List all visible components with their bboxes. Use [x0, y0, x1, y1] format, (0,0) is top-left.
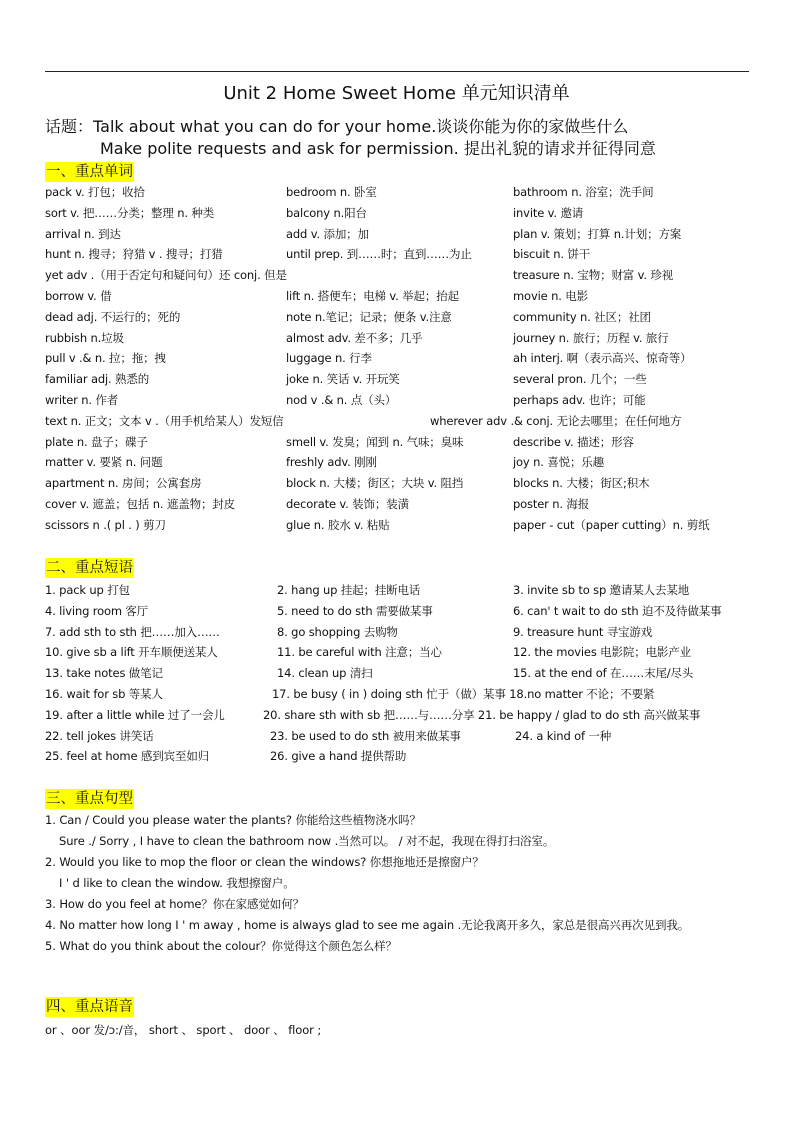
vocab-row — [0, 452, 793, 473]
top-rule — [45, 71, 749, 72]
section-heading-words: 一、重点单词 — [46, 164, 133, 180]
phrase-row — [0, 601, 793, 622]
sentence-line: I ' d like to clean the window. 我想擦窗户。 — [59, 876, 295, 890]
phrase-row — [0, 663, 793, 684]
phrase-entry: 9. treasure hunt 寻宝游戏 — [513, 624, 653, 639]
vocab-entry: wherever adv .& conj. 无论去哪里；在任何地方 — [430, 413, 682, 428]
vocab-entry: poster n. 海报 — [513, 497, 590, 511]
vocab-entry: invite v. 邀请 — [513, 205, 584, 220]
phrase-entry: 24. a kind of 一种 — [515, 728, 612, 743]
vocab-row — [0, 494, 793, 515]
phrase-entry: 2. hang up 挂起；挂断电话 — [277, 583, 421, 597]
phrase-row — [0, 622, 793, 643]
vocab-entry: bathroom n. 浴室；洗手间 — [513, 185, 654, 199]
phrase-row — [0, 705, 793, 726]
vocab-row — [0, 515, 793, 536]
vocab-entry: yet adv .（用于否定句和疑问句）还 conj. 但是 — [45, 268, 287, 283]
vocab-row — [0, 244, 793, 265]
phrase-entry: 4. living room 客厅 — [45, 603, 149, 618]
vocab-entry: joke n. 笑话 v. 开玩笑 — [286, 372, 400, 387]
sentence-line: 5. What do you think about the colour？你觉得这个颜色怎么样？ — [45, 939, 397, 953]
sentence-line: 4. No matter how long I ' m away , home is always glad to see me again .无论我离开多久，家总是很高兴再次见到我。 — [45, 918, 690, 932]
phrase-entry: 26. give a hand 提供帮助 — [270, 749, 407, 764]
phrase-entry: 14. clean up 清扫 — [277, 666, 373, 681]
phrase-entry: 3. invite sb to sp 邀请某人去某地 — [513, 583, 690, 597]
vocab-entry: add v. 添加；加 — [286, 226, 369, 241]
section-heading-phrases: 二、重点短语 — [46, 560, 133, 576]
vocab-entry: sort v. 把……分类；整理 n. 种类 — [45, 205, 215, 220]
phrase-entry: 23. be used to do sth 被用来做某事 — [270, 728, 461, 743]
vocab-entry: ah interj. 啊（表示高兴、惊奇等） — [513, 351, 692, 366]
vocab-entry: perhaps adv. 也许；可能 — [513, 393, 646, 407]
phrase-entry: 19. after a little while 过了一会儿 — [45, 707, 225, 722]
vocab-row — [0, 369, 793, 390]
vocab-row — [0, 203, 793, 224]
vocab-entry: several pron. 几个；一些 — [513, 372, 647, 387]
phrase-entry: 1. pack up 打包 — [45, 583, 130, 597]
vocab-entry: treasure n. 宝物；财富 v. 珍视 — [513, 268, 674, 283]
topic-line-1 — [45, 116, 628, 138]
vocab-row — [0, 286, 793, 307]
vocab-entry: glue n. 胶水 v. 粘贴 — [286, 517, 390, 532]
vocab-entry: plate n. 盘子；碟子 — [45, 434, 148, 449]
phrase-row — [0, 684, 793, 705]
phrase-entry: 16. wait for sb 等某人 — [45, 687, 163, 701]
vocab-entry: describe v. 描述；形容 — [513, 434, 634, 449]
phrase-row — [0, 726, 793, 747]
vocab-entry: bedroom n. 卧室 — [286, 185, 377, 199]
section-heading-sentences: 三、重点句型 — [46, 791, 133, 807]
vocab-row — [0, 390, 793, 411]
vocab-entry: writer n. 作者 — [45, 393, 119, 407]
vocab-entry: matter v. 要紧 n. 问题 — [45, 455, 163, 470]
vocab-entry: balcony n.阳台 — [286, 205, 367, 220]
vocab-entry: borrow v. 借 — [45, 289, 112, 303]
vocab-row — [0, 182, 793, 203]
phrase-entry: 22. tell jokes 讲笑话 — [45, 728, 154, 743]
phrase-entry: 6. can' t wait to do sth 迫不及待做某事 — [513, 603, 722, 618]
vocab-entry: rubbish n.垃圾 — [45, 330, 124, 345]
vocab-entry: biscuit n. 饼干 — [513, 247, 591, 262]
vocab-entry: pull v .& n. 拉；拖；拽 — [45, 351, 166, 366]
vocab-row — [0, 411, 793, 432]
vocab-entry: decorate v. 装饰；装潢 — [286, 497, 409, 511]
vocab-entry: plan v. 策划；打算 n.计划；方案 — [513, 226, 682, 241]
vocab-row — [0, 265, 793, 286]
phrase-entry: 15. at the end of 在……末尾/尽头 — [513, 666, 694, 681]
vocab-entry: dead adj. 不运行的；死的 — [45, 309, 181, 324]
vocab-row — [0, 432, 793, 453]
sentence-line: 1. Can / Could you please water the plants? 你能给这些植物浇水吗？ — [45, 813, 421, 827]
phrase-entry: 12. the movies 电影院；电影产业 — [513, 645, 691, 660]
phrase-row — [0, 746, 793, 767]
phrase-entry: 7. add sth to sth 把……加入…… — [45, 624, 220, 639]
vocab-entry: nod v .& n. 点（头） — [286, 393, 397, 407]
vocab-entry: familiar adj. 熟悉的 — [45, 372, 150, 387]
vocab-entry: hunt n. 搜寻；狩猎 v . 搜寻；打猎 — [45, 247, 223, 262]
sentence-line: Sure ./ Sorry , I have to clean the bathroom now .当然可以。 / 对不起，我现在得打扫浴室。 — [59, 834, 555, 848]
vocab-entry: almost adv. 差不多；几乎 — [286, 330, 423, 345]
sentence-line: 2. Would you like to mop the floor or clean the windows? 你想拖地还是擦窗户？ — [45, 855, 484, 869]
vocab-row — [0, 224, 793, 245]
phrase-entry: 17. be busy ( in ) doing sth 忙于（做）某事 18.no matter 不论；不要紧 — [272, 687, 655, 701]
vocab-entry: text n. 正文；文本 v .（用手机给某人）发短信 — [45, 413, 284, 428]
vocab-entry: paper - cut（paper cutting）n. 剪纸 — [513, 517, 710, 532]
vocab-entry: journey n. 旅行；历程 v. 旅行 — [513, 330, 669, 345]
vocab-entry: note n.笔记；记录；便条 v.注意 — [286, 309, 452, 324]
section-heading-phonetics: 四、重点语音 — [46, 999, 133, 1015]
vocab-entry: arrival n. 到达 — [45, 226, 121, 241]
phrase-entry: 13. take notes 做笔记 — [45, 666, 163, 681]
vocab-entry: block n. 大楼；街区；大块 v. 阻挡 — [286, 476, 464, 491]
topic-line-2: Make polite requests and ask for permission. 提出礼貌的请求并征得同意 — [100, 139, 656, 158]
vocab-entry: movie n. 电影 — [513, 289, 588, 303]
phrase-entry: 25. feel at home 感到宾至如归 — [45, 749, 210, 764]
vocab-row — [0, 473, 793, 494]
topic-label: 话题： — [45, 117, 94, 136]
vocab-entry: blocks n. 大楼；街区;积木 — [513, 476, 650, 491]
phrase-entry: 11. be careful with 注意；当心 — [277, 645, 442, 660]
vocab-row — [0, 328, 793, 349]
vocab-entry: cover v. 遮盖；包括 n. 遮盖物；封皮 — [45, 497, 236, 511]
vocab-row — [0, 307, 793, 328]
phrase-entry: 10. give sb a lift 开车顺便送某人 — [45, 645, 218, 660]
vocab-entry: scissors n .( pl . ) 剪刀 — [45, 517, 166, 532]
phrase-entry: 20. share sth with sb 把……与……分享 21. be happy / glad to do sth 高兴做某事 — [263, 707, 701, 722]
vocab-row — [0, 348, 793, 369]
vocab-entry: until prep. 到……时；直到……为止 — [286, 247, 472, 262]
phrase-entry: 8. go shopping 去购物 — [277, 624, 398, 639]
vocab-entry: pack v. 打包；收拾 — [45, 185, 145, 199]
phrase-row — [0, 580, 793, 601]
page-title: Unit 2 Home Sweet Home 单元知识清单 — [223, 83, 570, 104]
vocab-entry: community n. 社区；社团 — [513, 309, 651, 324]
vocab-entry: luggage n. 行李 — [286, 351, 372, 366]
phonetics-line: or 、oor 发/ɔ:/音， short 、 sport 、 door 、 floor ; — [45, 1023, 322, 1037]
phrase-row — [0, 642, 793, 663]
topic-text-1: Talk about what you can do for your home.谈谈你能为你的家做些什么 — [93, 117, 629, 136]
vocab-entry: freshly adv. 刚刚 — [286, 455, 377, 470]
vocab-entry: apartment n. 房间；公寓套房 — [45, 476, 202, 491]
vocab-entry: lift n. 搭便车；电梯 v. 举起；抬起 — [286, 289, 459, 303]
sentence-line: 3. How do you feel at home？你在家感觉如何？ — [45, 897, 305, 911]
phrase-entry: 5. need to do sth 需要做某事 — [277, 603, 433, 618]
vocab-entry: smell v. 发臭；闻到 n. 气味；臭味 — [286, 434, 464, 449]
vocab-entry: joy n. 喜悦；乐趣 — [513, 455, 604, 470]
